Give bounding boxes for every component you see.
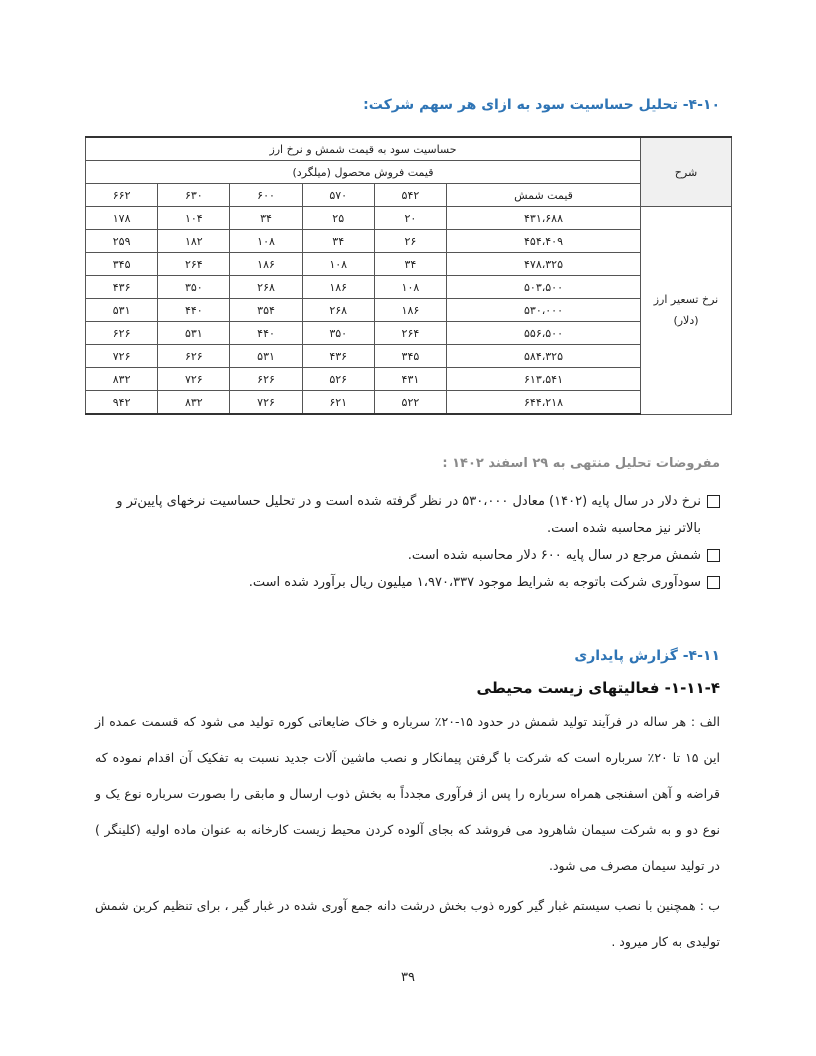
sensitivity-table xyxy=(85,136,732,415)
value-cell: ۱۰۴ xyxy=(158,207,230,230)
value-cell: ۴۳۱ xyxy=(374,368,446,391)
assumption-item xyxy=(95,542,720,569)
value-cell: ۳۵۰ xyxy=(302,322,374,345)
assumption-text: سودآوری شرکت باتوجه به شرایط موجود ۱،۹۷۰،۳۳۷ میلیون ریال برآورد شده است. xyxy=(248,575,701,590)
page-number: ۳۹ xyxy=(401,970,415,985)
value-cell: ۱۸۲ xyxy=(158,230,230,253)
table-row xyxy=(86,253,732,276)
value-cell: ۴۴۰ xyxy=(230,322,302,345)
exchange-rate-cell: ۵۵۶،۵۰۰ xyxy=(447,322,641,345)
table-row xyxy=(86,207,732,230)
value-cell: ۲۶ xyxy=(374,230,446,253)
section-4-11-title: ۴-۱۱- گزارش پایداری xyxy=(574,648,720,664)
checkbox-bullet-icon xyxy=(707,576,720,589)
value-cell: ۳۵۴ xyxy=(230,299,302,322)
exchange-rate-cell: ۴۷۸،۳۲۵ xyxy=(447,253,641,276)
value-cell: ۸۳۲ xyxy=(86,368,158,391)
value-cell: ۵۳۱ xyxy=(230,345,302,368)
value-cell: ۲۵۹ xyxy=(86,230,158,253)
value-cell: ۴۳۶ xyxy=(302,345,374,368)
value-cell: ۲۰ xyxy=(374,207,446,230)
column-header: ۶۳۰ xyxy=(158,184,230,207)
value-cell: ۸۳۲ xyxy=(158,391,230,415)
value-cell: ۴۳۶ xyxy=(86,276,158,299)
column-header: ۶۶۲ xyxy=(86,184,158,207)
checkbox-bullet-icon xyxy=(707,549,720,562)
assumption-item xyxy=(95,488,720,542)
header-ingot-price: قیمت شمش xyxy=(447,184,641,207)
value-cell: ۳۴ xyxy=(302,230,374,253)
table-row xyxy=(86,230,732,253)
exchange-rate-cell: ۵۸۴،۳۲۵ xyxy=(447,345,641,368)
value-cell: ۳۴۵ xyxy=(374,345,446,368)
exchange-rate-cell: ۶۴۴،۲۱۸ xyxy=(447,391,641,415)
header-product-price: قیمت فروش محصول (میلگرد) xyxy=(86,161,641,184)
value-cell: ۶۲۶ xyxy=(230,368,302,391)
section-4-10-title: ۴-۱۰- تحلیل حساسیت سود به ازای هر سهم شرکت: xyxy=(363,97,720,113)
column-header: ۵۴۲ xyxy=(374,184,446,207)
value-cell: ۳۴۵ xyxy=(86,253,158,276)
value-cell: ۲۵ xyxy=(302,207,374,230)
value-cell: ۳۴ xyxy=(230,207,302,230)
value-cell: ۳۵۰ xyxy=(158,276,230,299)
environmental-activities-heading: ۱-۱۱-۴- فعالیتهای زیست محیطی xyxy=(476,679,720,697)
table-row xyxy=(86,299,732,322)
row-group-label-line1: نرخ تسعیر ارز xyxy=(653,293,719,307)
table-row xyxy=(86,391,732,415)
value-cell: ۱۸۶ xyxy=(302,276,374,299)
table-row xyxy=(86,368,732,391)
value-cell: ۴۴۰ xyxy=(158,299,230,322)
exchange-rate-cell: ۴۵۴،۴۰۹ xyxy=(447,230,641,253)
table-row xyxy=(86,322,732,345)
assumption-item xyxy=(95,569,720,596)
value-cell: ۲۶۴ xyxy=(374,322,446,345)
value-cell: ۷۲۶ xyxy=(230,391,302,415)
value-cell: ۹۴۲ xyxy=(86,391,158,415)
header-description: شرح xyxy=(641,137,732,207)
value-cell: ۱۷۸ xyxy=(86,207,158,230)
exchange-rate-cell: ۶۱۳،۵۴۱ xyxy=(447,368,641,391)
value-cell: ۲۶۴ xyxy=(158,253,230,276)
sensitivity-table-wrapper xyxy=(85,136,732,415)
value-cell: ۱۰۸ xyxy=(230,230,302,253)
value-cell: ۶۲۱ xyxy=(302,391,374,415)
value-cell: ۵۳۱ xyxy=(86,299,158,322)
assumption-text: نرخ دلار در سال پایه (۱۴۰۲) معادل ۵۳۰،۰۰۰ در نظر گرفته شده است و در تحلیل حساسیت نرخهای پایین‌تر و بالاتر نیز محاسبه شده است. xyxy=(116,494,701,536)
value-cell: ۵۳۱ xyxy=(158,322,230,345)
assumptions-title: مفروضات تحلیل منتهی به ۲۹ اسفند ۱۴۰۲ : xyxy=(442,456,720,471)
value-cell: ۶۲۶ xyxy=(158,345,230,368)
assumptions-list xyxy=(95,488,720,596)
row-group-label xyxy=(641,207,732,415)
value-cell: ۷۲۶ xyxy=(86,345,158,368)
value-cell: ۲۶۸ xyxy=(230,276,302,299)
table-row xyxy=(86,276,732,299)
value-cell: ۱۰۸ xyxy=(302,253,374,276)
column-header: ۶۰۰ xyxy=(230,184,302,207)
value-cell: ۱۰۸ xyxy=(374,276,446,299)
column-header: ۵۷۰ xyxy=(302,184,374,207)
value-cell: ۲۶۸ xyxy=(302,299,374,322)
value-cell: ۱۸۶ xyxy=(230,253,302,276)
value-cell: ۳۴ xyxy=(374,253,446,276)
paragraph-be: ب : همچنین با نصب سیستم غبار گیر کوره ذوب بخش درشت دانه جمع آوری شده در غبار گیر ، برای تنظیم کربن شمش تولیدی به کار میرود . xyxy=(95,898,720,949)
value-cell: ۱۸۶ xyxy=(374,299,446,322)
value-cell: ۷۲۶ xyxy=(158,368,230,391)
table-row xyxy=(86,345,732,368)
checkbox-bullet-icon xyxy=(707,495,720,508)
value-cell: ۵۲۲ xyxy=(374,391,446,415)
exchange-rate-cell: ۴۳۱،۶۸۸ xyxy=(447,207,641,230)
paragraph-alef: الف : هر ساله در فرآیند تولید شمش در حدود ۱۵-۲۰٪ سرباره و خاک ضایعاتی کوره تولید می شود که قسمت عمده از این ۱۵ تا ۲۰٪ سرباره است که شرکت با گرفتن پیمانکار و نصب ماشین آلات جدید نسبت به تفکیک آن اقدام نموده که قراضه و آهن اسفنجی همراه سرباره را پس از فرآوری مجدداً به بخش ذوب ارسال و مابقی را بصورت سرباره نوع یک و نوع دو و به شرکت سیمان شاهرود می فروشد که بجای آلوده کردن محیط زیست کارخانه به عنوان ماده اولیه (کلینگر ) در تولید سیمان مصرف می شود. xyxy=(95,714,720,873)
value-cell: ۶۲۶ xyxy=(86,322,158,345)
exchange-rate-cell: ۵۳۰،۰۰۰ xyxy=(447,299,641,322)
row-group-label-line2: (دلار) xyxy=(673,314,699,328)
assumption-text: شمش مرجع در سال پایه ۶۰۰ دلار محاسبه شده است. xyxy=(407,548,701,563)
exchange-rate-cell: ۵۰۳،۵۰۰ xyxy=(447,276,641,299)
header-sensitivity: حساسیت سود به قیمت شمش و نرخ ارز xyxy=(86,137,641,161)
value-cell: ۵۲۶ xyxy=(302,368,374,391)
